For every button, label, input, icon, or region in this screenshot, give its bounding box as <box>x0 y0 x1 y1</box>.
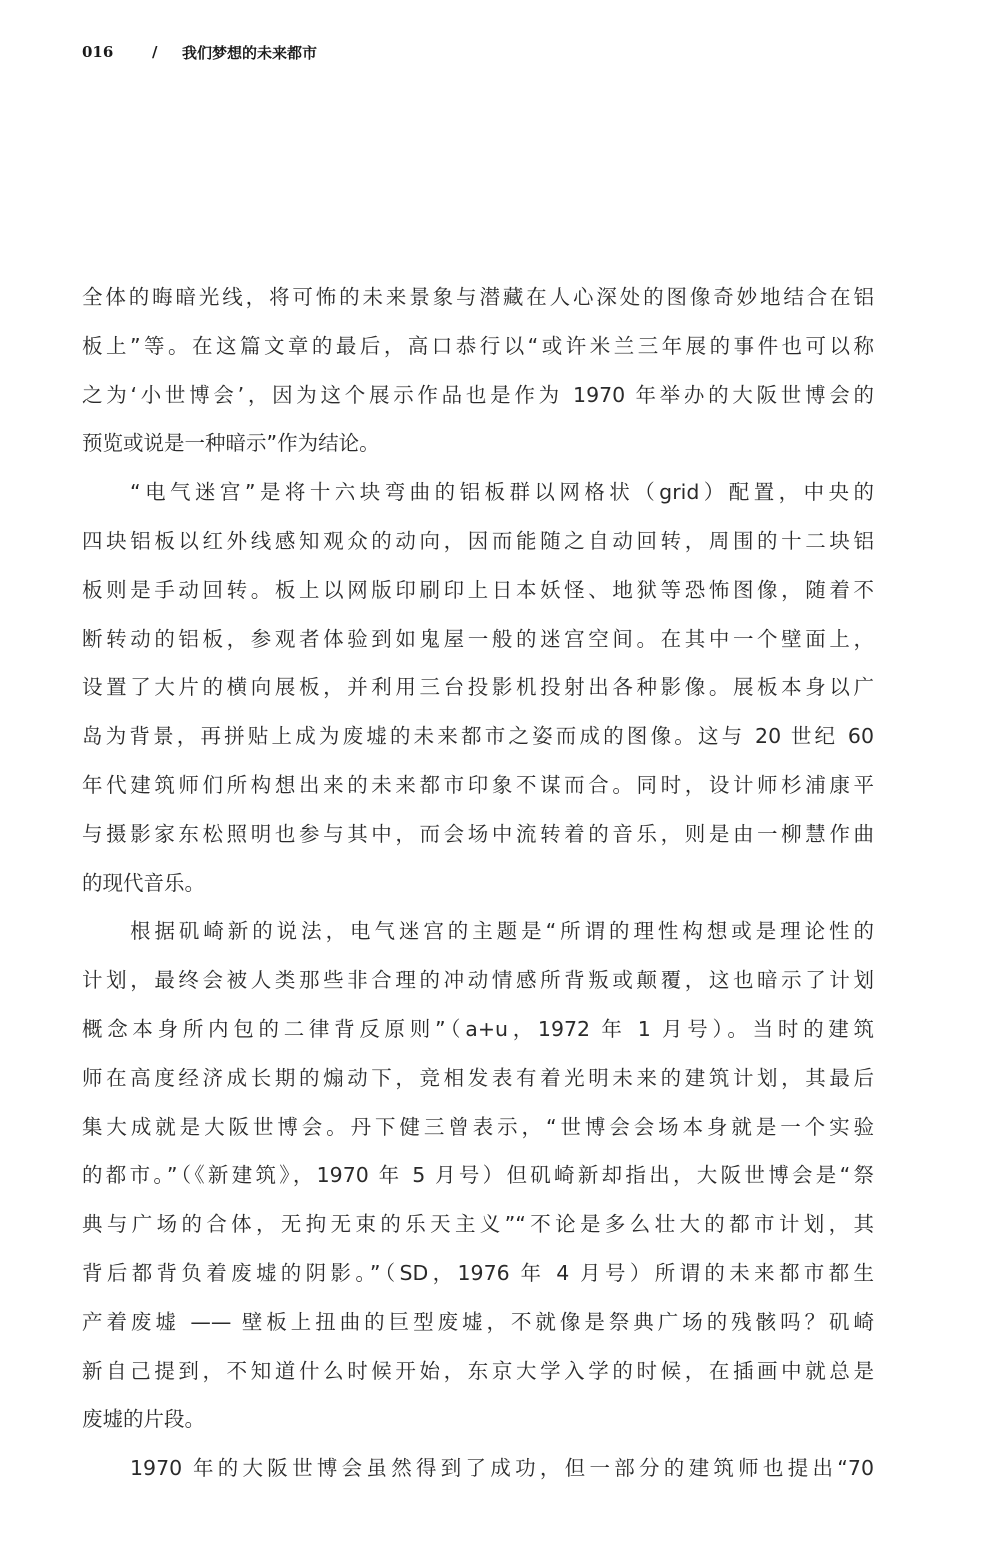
text-line: 断转动的铝板，参观者体验到如鬼屋一般的迷宫空间。在其中一个壁面上， <box>82 626 874 651</box>
text-line: 板上”等。在这篇文章的最后，高口恭行以“或许米兰三年展的事件也可以称 <box>82 333 874 358</box>
text-line: 师在高度经济成长期的煽动下，竞相发表有着光明未来的建筑计划，其最后 <box>82 1065 874 1090</box>
text-line: 集大成就是大阪世博会。丹下健三曾表示，“世博会会场本身就是一个实验 <box>82 1114 874 1139</box>
text-line: 根据矶崎新的说法，电气迷宫的主题是“所谓的理性构想或是理论性的 <box>130 919 874 944</box>
text-line: 计划，最终会被人类那些非合理的冲动情感所背叛或颠覆，这也暗示了计划 <box>82 968 874 993</box>
text-line: 岛为背景，再拼贴上成为废墟的未来都市之姿而成的图像。这与 20 世纪 60 <box>82 724 874 749</box>
text-line: 1970 年的大阪世博会虽然得到了成功，但一部分的建筑师也提出“70 <box>130 1456 874 1481</box>
text-line: 与摄影家东松照明也参与其中，而会场中流转着的音乐，则是由一柳慧作曲 <box>82 821 874 846</box>
text-line: “电气迷宫”是将十六块弯曲的铝板群以网格状（grid）配置，中央的 <box>130 480 874 505</box>
text-line: 的都市。”（《新建筑》，1970 年 5 月号）但矶崎新却指出，大阪世博会是“祭 <box>82 1163 874 1188</box>
text-line: 全体的晦暗光线，将可怖的未来景象与潜藏在人心深处的图像奇妙地结合在铝 <box>82 285 874 309</box>
text-line: 新自己提到，不知道什么时候开始，东京大学入学的时候，在插画中就总是 <box>82 1358 874 1383</box>
text-line: 废墟的片段。 <box>82 1407 205 1432</box>
page-number: 016 <box>82 43 114 61</box>
text-line: 四块铝板以红外线感知观众的动向，因而能随之自动回转，周围的十二块铝 <box>82 528 874 553</box>
text-line: 的现代音乐。 <box>82 870 205 895</box>
book-title: 我们梦想的未来都市 <box>182 43 318 62</box>
text-line: 设置了大片的横向展板，并利用三台投影机投射出各种影像。展板本身以广 <box>82 675 874 700</box>
header-separator: / <box>152 43 158 61</box>
body-text <box>82 273 874 1493</box>
text-line: 概念本身所内包的二律背反原则”（a+u，1972 年 1 月号）。当时的建筑 <box>82 1016 874 1041</box>
text-line: 板则是手动回转。板上以网版印刷印上日本妖怪、地狱等恐怖图像，随着不 <box>82 577 874 602</box>
text-line: 预览或说是一种暗示”作为结论。 <box>82 431 380 456</box>
text-line: 背后都背负着废墟的阴影。”（SD，1976 年 4 月号）所谓的未来都市都生 <box>82 1260 874 1285</box>
text-line: 之为‘小世博会’，因为这个展示作品也是作为 1970 年举办的大阪世博会的 <box>82 382 874 407</box>
text-line: 产着废墟 —— 壁板上扭曲的巨型废墟，不就像是祭典广场的残骸吗？矶崎 <box>82 1309 874 1334</box>
text-line: 典与广场的合体，无拘无束的乐天主义”“不论是多么壮大的都市计划，其 <box>82 1212 874 1237</box>
text-line: 年代建筑师们所构想出来的未来都市印象不谋而合。同时，设计师杉浦康平 <box>82 772 874 797</box>
running-header <box>82 40 317 64</box>
